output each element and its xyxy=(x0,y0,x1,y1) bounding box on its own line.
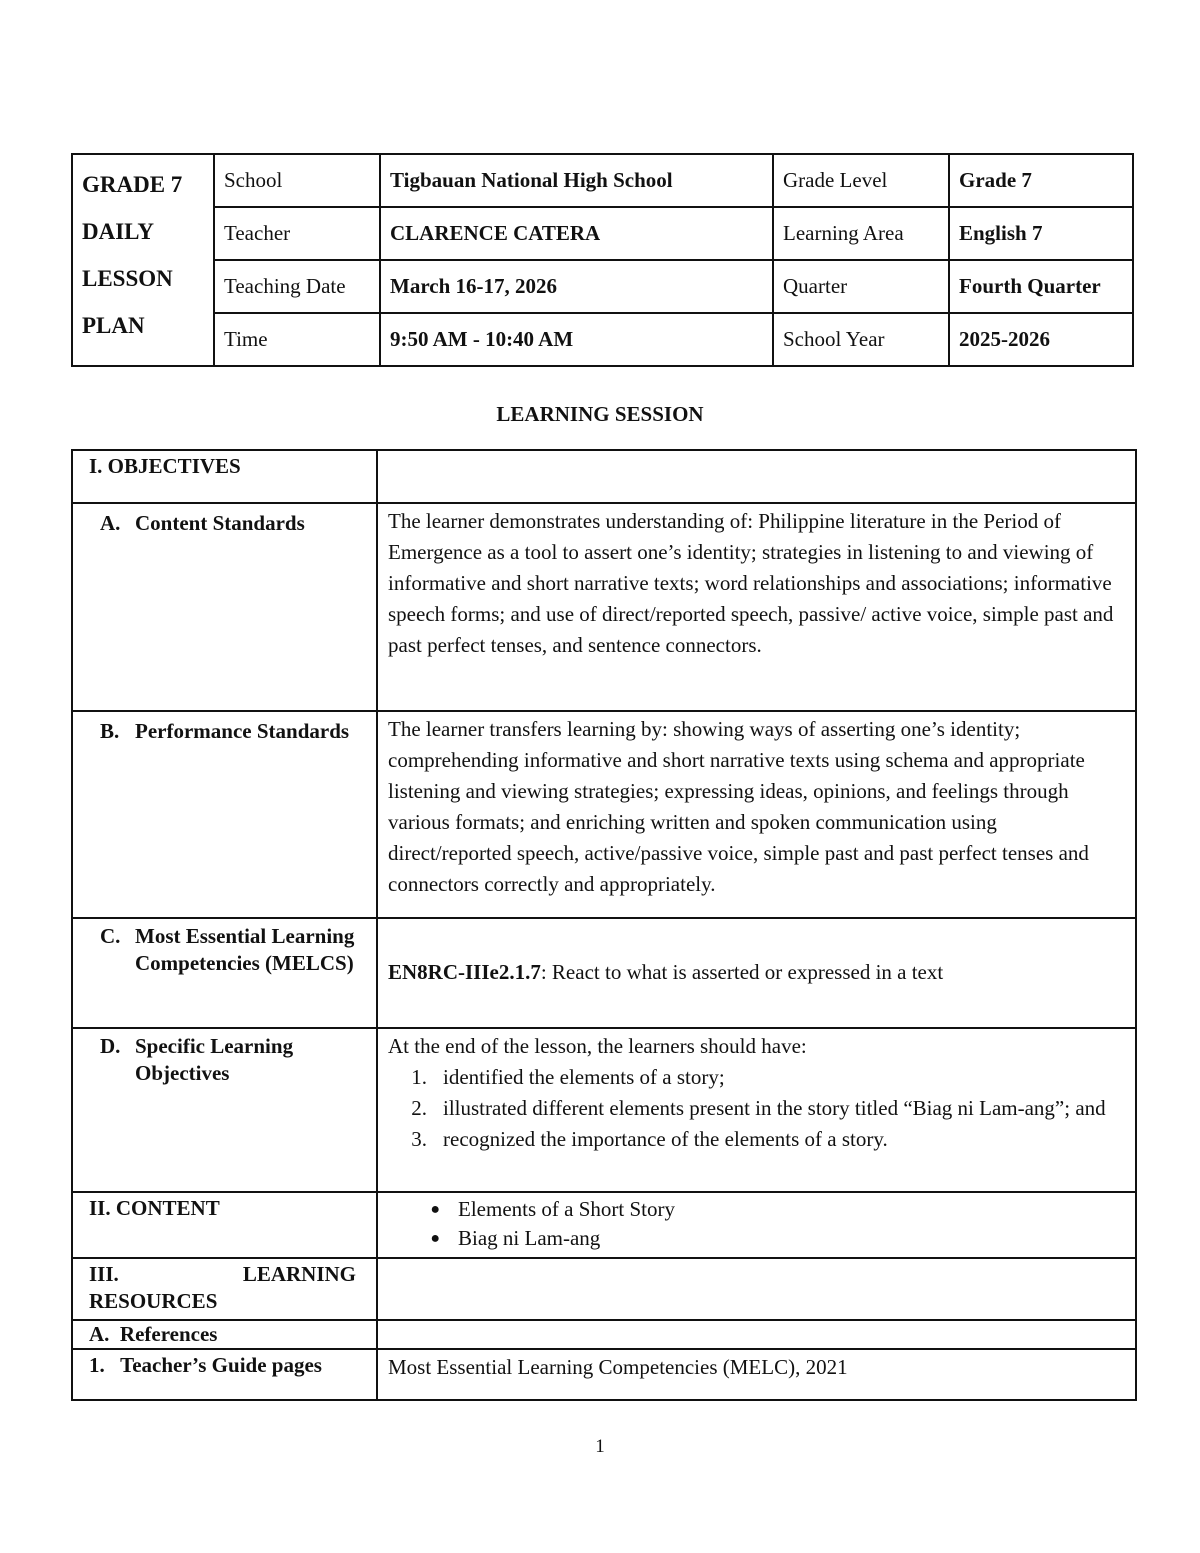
performance-standards-row xyxy=(72,711,1136,918)
teachers-guide-value: Most Essential Learning Competencies (MELC), 2021 xyxy=(377,1349,1136,1400)
melcs-text xyxy=(377,918,1136,1028)
teachers-guide-label: 1. Teacher’s Guide pages xyxy=(72,1349,377,1400)
bullet-icon: ● xyxy=(430,1230,440,1247)
performance-standards-label xyxy=(72,711,377,918)
plan-title-line: LESSON xyxy=(82,266,173,291)
item-label: Performance Standards xyxy=(135,719,350,743)
school-value: Tigbauan National High School xyxy=(380,154,773,207)
quarter-value: Fourth Quarter xyxy=(949,260,1133,313)
learning-session-table xyxy=(71,449,1137,1401)
page-number: 1 xyxy=(595,1436,605,1457)
item-letter: B. xyxy=(100,719,120,743)
item-letter: A. xyxy=(100,511,121,535)
learning-area-value: English 7 xyxy=(949,207,1133,260)
item-label: Specific Learning Objectives xyxy=(135,1034,294,1085)
teacher-value: CLARENCE CATERA xyxy=(380,207,773,260)
quarter-label: Quarter xyxy=(773,260,949,313)
session-title: LEARNING SESSION xyxy=(496,402,704,426)
bullet-icon: ● xyxy=(430,1201,440,1218)
item-letter: C. xyxy=(100,924,121,948)
header-table xyxy=(71,153,1134,367)
list-text: illustrated different elements present in the story titled “Biag ni Lam-ang”; and xyxy=(443,1096,1106,1120)
list-number: 1. xyxy=(411,1065,427,1089)
learning-area-label: Learning Area xyxy=(773,207,949,260)
specific-objectives-intro: At the end of the lesson, the learners should have: xyxy=(388,1034,807,1058)
resources-row xyxy=(72,1258,1136,1320)
specific-objectives-list xyxy=(388,1062,1125,1155)
list-number: 2. xyxy=(411,1096,427,1120)
header-row-time xyxy=(72,313,1133,366)
resources-empty-cell xyxy=(377,1258,1136,1320)
item-label: Content Standards xyxy=(135,511,305,535)
list-text: recognized the importance of the elements of a story. xyxy=(443,1127,888,1151)
time-value: 9:50 AM - 10:40 AM xyxy=(380,313,773,366)
specific-objectives-cell xyxy=(377,1028,1136,1192)
plan-title-line: GRADE 7 xyxy=(82,172,183,197)
objectives-heading: I. OBJECTIVES xyxy=(72,450,377,503)
content-row xyxy=(72,1192,1136,1258)
resources-heading: III. LEARNING RESOURCES xyxy=(72,1258,377,1320)
header-row-school xyxy=(72,154,1133,207)
objectives-empty-cell xyxy=(377,450,1136,503)
school-year-value: 2025-2026 xyxy=(949,313,1133,366)
plan-title-line: DAILY xyxy=(82,219,155,244)
list-item xyxy=(388,1195,1125,1224)
melcs-label xyxy=(72,918,377,1028)
header-row-date xyxy=(72,260,1133,313)
teachers-guide-row xyxy=(72,1349,1136,1400)
list-text: Elements of a Short Story xyxy=(458,1197,675,1221)
performance-standards-text: The learner transfers learning by: showing ways of asserting one’s identity; comprehending informative and short narrative texts using schema and appropriate listening and viewing strategies; expressing ideas, opinions, and feelings through various formats; and enriching written and spoken communication using direct/reported speech, active/passive voice, simple past and past perfect tenses and connectors correctly and appropriately. xyxy=(377,711,1136,918)
content-standards-row xyxy=(72,503,1136,711)
content-cell xyxy=(377,1192,1136,1258)
time-label: Time xyxy=(214,313,380,366)
grade-level-value: Grade 7 xyxy=(949,154,1133,207)
list-text: identified the elements of a story; xyxy=(443,1065,725,1089)
specific-objectives-row xyxy=(72,1028,1136,1192)
content-standards-text: The learner demonstrates understanding of: Philippine literature in the Period of Emergence as a tool to assert one’s identity; strategies in listening to and viewing of informative and short narrative texts; word relationships and associations; informative speech forms; and use of direct/reported speech, passive/ active voice, simple past and past perfect tenses, and sentence connectors. xyxy=(377,503,1136,711)
list-item xyxy=(388,1093,1125,1124)
objectives-row xyxy=(72,450,1136,503)
list-item xyxy=(388,1062,1125,1093)
plan-title-line: PLAN xyxy=(82,313,145,338)
references-row xyxy=(72,1320,1136,1349)
school-year-label: School Year xyxy=(773,313,949,366)
content-list xyxy=(388,1195,1125,1253)
melc-code: EN8RC-IIIe2.1.7 xyxy=(388,959,541,984)
references-heading: A. References xyxy=(72,1320,377,1349)
content-standards-label xyxy=(72,503,377,711)
list-item xyxy=(388,1124,1125,1155)
list-text: Biag ni Lam-ang xyxy=(458,1226,601,1250)
item-letter: D. xyxy=(100,1034,121,1058)
grade-level-label: Grade Level xyxy=(773,154,949,207)
teacher-label: Teacher xyxy=(214,207,380,260)
content-heading: II. CONTENT xyxy=(72,1192,377,1258)
melc-description: : React to what is asserted or expressed in a text xyxy=(540,959,944,984)
header-row-teacher xyxy=(72,207,1133,260)
melcs-row xyxy=(72,918,1136,1028)
list-number: 3. xyxy=(411,1127,427,1151)
plan-title xyxy=(72,154,214,366)
teaching-date-value: March 16-17, 2026 xyxy=(380,260,773,313)
teaching-date-label: Teaching Date xyxy=(214,260,380,313)
list-item xyxy=(388,1224,1125,1253)
school-label: School xyxy=(214,154,380,207)
item-label: Most Essential Learning Competencies (MELCS) xyxy=(135,924,355,975)
references-empty-cell xyxy=(377,1320,1136,1349)
specific-objectives-label xyxy=(72,1028,377,1192)
